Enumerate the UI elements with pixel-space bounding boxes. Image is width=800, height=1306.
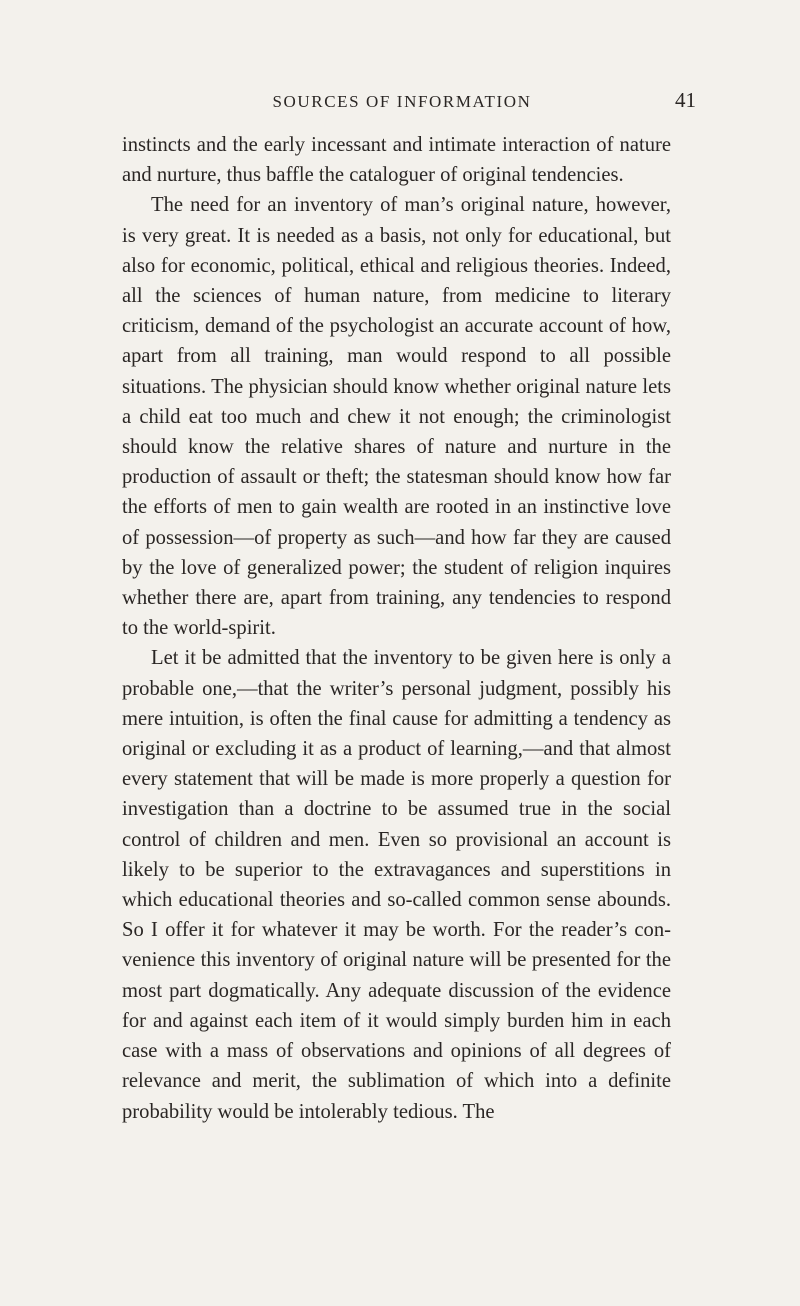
running-head bbox=[122, 88, 696, 118]
page-number: 41 bbox=[675, 88, 696, 112]
paragraph: Let it be admitted that the inventory to be given here is only a probable one,—that the writer’s personal judgment, possibly his mere intuition, is often the final cause for admitting a tendency as original or excluding it as a product of learning,—and that almost every statement that will be made is more properly a question for investigation than a doctrine to be assumed true in the social control of children and men. Even so provisional an account is likely to be superior to the extravagances and superstitions in which educational theories and so-called common sense abounds. So I offer it for whatever it may be worth. For the reader’s convenience this inventory of original nature will be presented for the most part dogmatically. Any adequate discussion of the evidence for and against each item of it would simply burden him in each case with a mass of observations and opinions of all degrees of relevance and merit, the sublimation of which into a definite probability would be intolerably tedious. The bbox=[122, 647, 671, 1123]
running-head-title: SOURCES OF INFORMATION bbox=[272, 92, 532, 111]
body-text bbox=[122, 130, 671, 1127]
paragraph-continuation: instincts and the early incessant and intimate interaction of nature and nurture, thus baffle the cataloguer of original tendencies. bbox=[122, 134, 671, 187]
paragraph: The need for an inventory of man’s original nature, however, is very great. It is needed as a basis, not only for educational, but also for economic, political, ethical and religious theories. Indeed, all the sciences of human nature, from medicine to literary criticism, demand of the psychologist an accurate account of how, apart from all training, man would respond to all possible situations. The physician should know whether original nature lets a child eat too much and chew it not enough; the criminologist should know the relative shares of nature and nurture in the production of assault or theft; the statesman should know how far the efforts of men to gain wealth are rooted in an instinctive love of possession—of property as such—and how far they are caused by the love of generalized power; the student of religion inquires whether there are, apart from training, any tendencies to respond to the world-spirit. bbox=[122, 194, 671, 640]
